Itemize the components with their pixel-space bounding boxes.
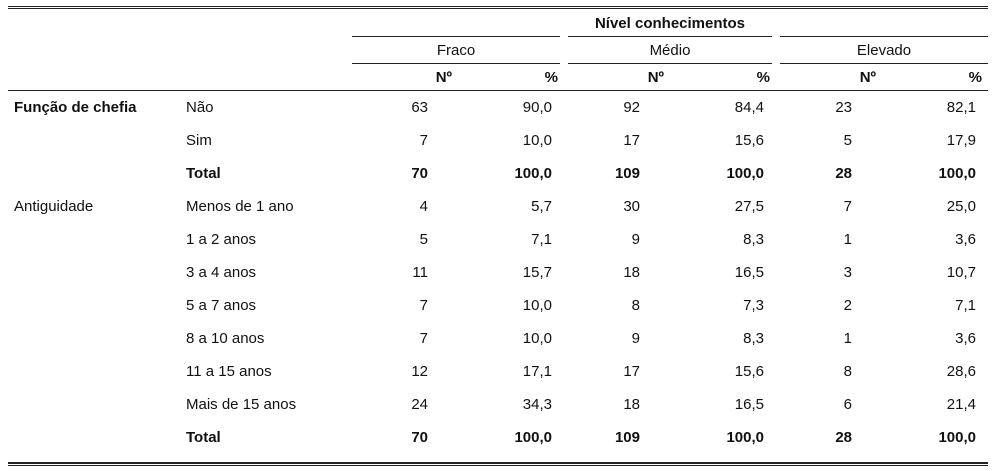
cell-percent: 7,1 xyxy=(531,231,552,248)
table-row xyxy=(8,322,988,355)
cell-percent: 16,5 xyxy=(734,396,764,413)
cell-percent: 10,0 xyxy=(522,132,552,149)
cell-count: 2 xyxy=(843,297,852,314)
cell-percent: 100,0 xyxy=(938,429,976,446)
table-row xyxy=(8,223,988,256)
cell-percent: 10,0 xyxy=(522,330,552,347)
cell-count: 109 xyxy=(614,165,640,182)
cell-count: 18 xyxy=(623,264,640,281)
cell-percent: 82,1 xyxy=(946,99,976,116)
row-label: Mais de 15 anos xyxy=(186,396,297,413)
cell-percent: 15,6 xyxy=(734,132,764,149)
row-label: 1 a 2 anos xyxy=(186,231,257,248)
cell-count: 18 xyxy=(623,396,640,413)
bottom-rule xyxy=(8,462,988,466)
cell-percent: 7,1 xyxy=(955,297,976,314)
table-row xyxy=(8,124,988,157)
cell-percent: 3,6 xyxy=(955,330,976,347)
cell-percent: 100,0 xyxy=(938,165,976,182)
row-label: Total xyxy=(186,429,221,446)
cell-percent: 27,5 xyxy=(734,198,764,215)
cell-count: 17 xyxy=(623,363,640,380)
row-label: Total xyxy=(186,165,221,182)
cell-count: 4 xyxy=(419,198,428,215)
table-row xyxy=(8,388,988,421)
section-label: Função de chefia xyxy=(14,99,137,116)
cell-count: 9 xyxy=(631,231,640,248)
group-header-elevado: Elevado xyxy=(776,37,988,64)
cell-count: 1 xyxy=(843,231,852,248)
table-row-total xyxy=(8,421,988,454)
cell-count: 28 xyxy=(835,429,852,446)
cell-percent: 100,0 xyxy=(514,165,552,182)
cell-count: 8 xyxy=(843,363,852,380)
cell-count: 24 xyxy=(411,396,428,413)
cell-percent: 100,0 xyxy=(726,429,764,446)
cell-count: 12 xyxy=(411,363,428,380)
cell-count: 92 xyxy=(623,99,640,116)
data-table xyxy=(8,10,988,454)
table-row xyxy=(8,355,988,388)
cell-count: 109 xyxy=(614,429,640,446)
cell-count: 1 xyxy=(843,330,852,347)
cell-percent: 8,3 xyxy=(743,330,764,347)
row-label: 3 a 4 anos xyxy=(186,264,257,281)
group-header-fraco: Fraco xyxy=(352,37,564,64)
cell-count: 7 xyxy=(843,198,852,215)
cell-percent: 34,3 xyxy=(522,396,552,413)
cell-percent: 15,7 xyxy=(522,264,552,281)
cell-percent: 25,0 xyxy=(946,198,976,215)
cell-count: 7 xyxy=(419,297,428,314)
table-row-total xyxy=(8,157,988,190)
row-label: 11 a 15 anos xyxy=(186,363,272,380)
cell-count: 5 xyxy=(419,231,428,248)
cell-count: 5 xyxy=(843,132,852,149)
section-label: Antiguidade xyxy=(14,198,94,215)
cell-percent: 15,6 xyxy=(734,363,764,380)
cell-percent: 100,0 xyxy=(514,429,552,446)
subheader-pct: % xyxy=(882,64,988,91)
cell-count: 9 xyxy=(631,330,640,347)
header-row-subheaders xyxy=(8,64,988,91)
cell-percent: 3,6 xyxy=(955,231,976,248)
cell-count: 28 xyxy=(835,165,852,182)
header-row-groups xyxy=(8,37,988,64)
cell-percent: 10,7 xyxy=(946,264,976,281)
cell-count: 11 xyxy=(412,264,428,281)
cell-percent: 7,3 xyxy=(743,297,764,314)
cell-count: 3 xyxy=(843,264,852,281)
row-label: Menos de 1 ano xyxy=(186,198,294,215)
cell-percent: 28,6 xyxy=(946,363,976,380)
cell-percent: 17,9 xyxy=(946,132,976,149)
cell-percent: 5,7 xyxy=(531,198,552,215)
cell-percent: 17,1 xyxy=(522,363,552,380)
header-row-title xyxy=(8,10,988,37)
cell-percent: 21,4 xyxy=(946,396,976,413)
table-row xyxy=(8,190,988,223)
cell-percent: 10,0 xyxy=(522,297,552,314)
subheader-n: Nº xyxy=(776,64,882,91)
cell-count: 70 xyxy=(411,165,428,182)
table-row xyxy=(8,289,988,322)
cell-count: 7 xyxy=(419,132,428,149)
table-row xyxy=(8,256,988,289)
table-title: Nível conhecimentos xyxy=(352,10,988,37)
cell-percent: 84,4 xyxy=(734,99,764,116)
row-label: 5 a 7 anos xyxy=(186,297,257,314)
cell-count: 17 xyxy=(623,132,640,149)
subheader-n: Nº xyxy=(352,64,458,91)
subheader-pct: % xyxy=(670,64,776,91)
table-row xyxy=(8,91,988,125)
cell-count: 30 xyxy=(623,198,640,215)
cell-percent: 8,3 xyxy=(743,231,764,248)
subheader-n: Nº xyxy=(564,64,670,91)
group-header-medio: Médio xyxy=(564,37,776,64)
row-label: Sim xyxy=(186,132,212,149)
subheader-pct: % xyxy=(458,64,564,91)
cell-count: 63 xyxy=(411,99,428,116)
cell-count: 8 xyxy=(631,297,640,314)
row-label: Não xyxy=(186,99,214,116)
cell-percent: 16,5 xyxy=(734,264,764,281)
row-label: 8 a 10 anos xyxy=(186,330,265,347)
top-rule xyxy=(8,6,988,9)
cell-percent: 90,0 xyxy=(522,99,552,116)
cell-count: 23 xyxy=(835,99,852,116)
cell-count: 70 xyxy=(411,429,428,446)
cell-count: 7 xyxy=(419,330,428,347)
cell-percent: 100,0 xyxy=(726,165,764,182)
cell-count: 6 xyxy=(843,396,852,413)
